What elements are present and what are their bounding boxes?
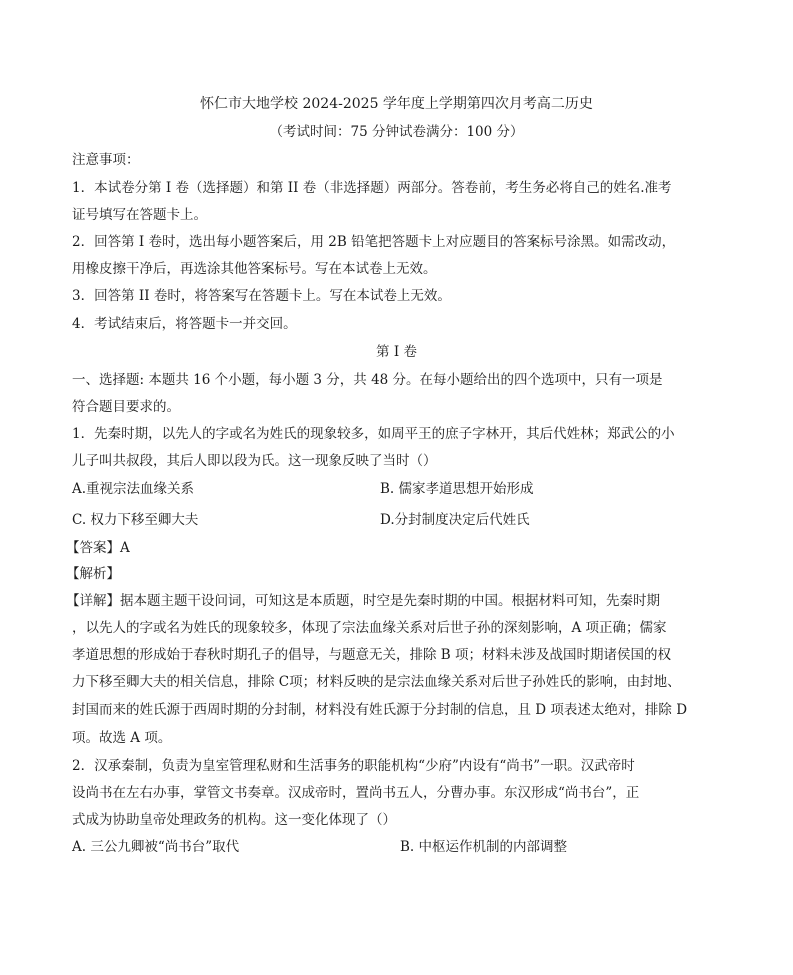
q1-stem: 儿子叫共叔段，其后人即以段为氏。这一现象反映了当时（） [72, 453, 437, 469]
notice-line: 4．考试结束后，将答题卡一并交回。 [72, 316, 297, 332]
notice-line: 用橡皮擦干净后，再选涂其他答案标号。写在本试卷上无效。 [72, 261, 437, 277]
q2-option-b: B. 中枢运作机制的内部调整 [400, 839, 568, 855]
notice-line: 3．回答第 II 卷时，将答案写在答题卡上。写在本试卷上无效。 [72, 288, 451, 304]
q1-stem: 1．先秦时期，以先人的字或名为姓氏的现象较多，如周平王的庶子字林开，其后代姓林；郑武公的小 [72, 426, 675, 442]
notice-line: 证号填写在答题卡上。 [72, 207, 207, 223]
q1-detail: 力下移至卿大夫的相关信息，排除 C项；材料反映的是宗法血缘关系对后世子孙姓氏的影响，由封地、 [72, 674, 681, 690]
q2-stem: 设尚书在左右办事，掌管文书奏章。汉成帝时，置尚书五人，分曹办事。东汉形成“尚书台”，正 [72, 785, 640, 801]
q2-stem: 式成为协助皇帝处理政务的机构。这一变化体现了（） [72, 812, 396, 828]
notice-line: 2．回答第 I 卷时，选出每小题答案后，用 2B 铅笔把答题卡上对应题目的答案标号涂黑。如需改动， [72, 234, 676, 250]
q1-option-b: B. 儒家孝道思想开始形成 [380, 481, 534, 497]
q1-detail: ，以先人的字或名为姓氏的现象较多，体现了宗法血缘关系对后世子孙的深刻影响，A 项正确；儒家 [72, 620, 667, 636]
section-intro: 一、选择题: 本题共 16 个小题，每小题 3 分，共 48 分。在每小题给出的四个选项中，只有一项是 [72, 372, 663, 388]
section-title: 第 I 卷 [376, 344, 417, 360]
notice-heading: 注意事项： [72, 152, 140, 168]
q1-detail: 【详解】据本题主题干设问词，可知这是本质题，时空是先秦时期的中国。根据材料可知，先秦时期 [66, 593, 660, 609]
q1-answer: 【答案】A [66, 540, 130, 556]
q1-detail: 孝道思想的形成始于春秋时期孔子的倡导，与题意无关，排除 B 项；材料未涉及战国时期诸侯国的权 [72, 647, 672, 663]
q1-detail: 封国而来的姓氏源于西周时期的分封制，材料没有姓氏源于分封制的信息，且 D 项表述太绝对，排除 D [72, 702, 688, 718]
q1-analysis-label: 【解析】 [66, 566, 120, 582]
q1-detail: 项。故选 A 项。 [72, 730, 172, 746]
exam-title: 怀仁市大地学校 2024-2025 学年度上学期第四次月考高二历史 [200, 96, 593, 112]
q2-stem: 2．汉承秦制，负责为皇室管理私财和生活事务的职能机构“少府”内设有“尚书”一职。汉武帝时 [72, 758, 635, 774]
q1-option-c: C. 权力下移至卿大夫 [72, 512, 199, 528]
q1-option-a: A.重视宗法血缘关系 [72, 481, 195, 497]
notice-line: 1．本试卷分第 I 卷（选择题）和第 II 卷（非选择题）两部分。答卷前，考生务必将自己的姓名.准考 [72, 180, 672, 196]
q1-option-d: D.分封制度决定后代姓氏 [380, 512, 530, 528]
section-intro: 符合题目要求的。 [72, 399, 180, 415]
q2-option-a: A. 三公九卿被“尚书台”取代 [72, 839, 240, 855]
exam-subtitle: （考试时间：75 分钟试卷满分：100 分） [269, 124, 524, 140]
